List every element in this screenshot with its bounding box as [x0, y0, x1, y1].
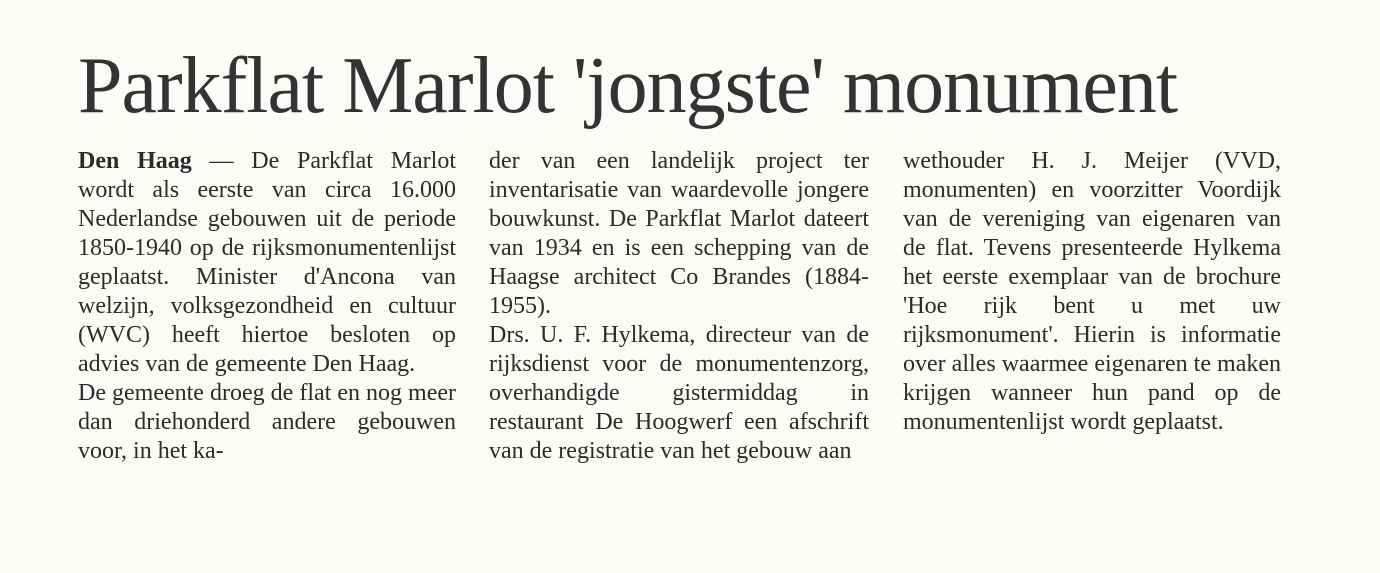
- article-paragraph: der van een landelijk project ter inventarisatie van waardevolle jongere bouwkunst. De Parkflat Marlot dateert van 1934 en is een schepping van de Haagse architect Co Brandes (1884-1955).: [489, 148, 869, 319]
- article-column-1: [78, 147, 456, 466]
- article-paragraph: [78, 147, 456, 379]
- article-dateline: Den Haag: [78, 148, 192, 174]
- article-headline: Parkflat Marlot 'jongste' monument: [78, 42, 1178, 130]
- article-column-2: [489, 147, 869, 466]
- article-paragraph: Drs. U. F. Hylkema, directeur van de rijksdienst voor de monumentenzorg, overhandigde gistermiddag in restaurant De Hoogwerf een afschrift van de registratie van het gebouw aan: [489, 322, 869, 464]
- article-column-3: [903, 147, 1281, 437]
- paragraph-text: — De Parkflat Marlot wordt als eerste van circa 16.000 Nederlandse gebouwen uit de periode 1850-1940 op de rijksmonumentenlijst geplaatst. Minister d'Ancona van welzijn, volksgezondheid en cultuur (WVC) heeft hiertoe besloten op advies van de gemeente Den Haag.: [78, 148, 457, 377]
- article-paragraph: De gemeente droeg de flat en nog meer dan driehonderd andere gebouwen voor, in het ka-: [78, 380, 456, 464]
- article-paragraph: wethouder H. J. Meijer (VVD, monumenten) en voorzitter Voordijk van de vereniging van eigenaren van de flat. Tevens presenteerde Hylkema het eerste exemplaar van de brochure 'Hoe rijk bent u met uw rijksmonument'. Hierin is informatie over alles waarmee eigenaren te maken krijgen wanneer hun pand op de monumentenlijst wordt geplaatst.: [903, 148, 1281, 435]
